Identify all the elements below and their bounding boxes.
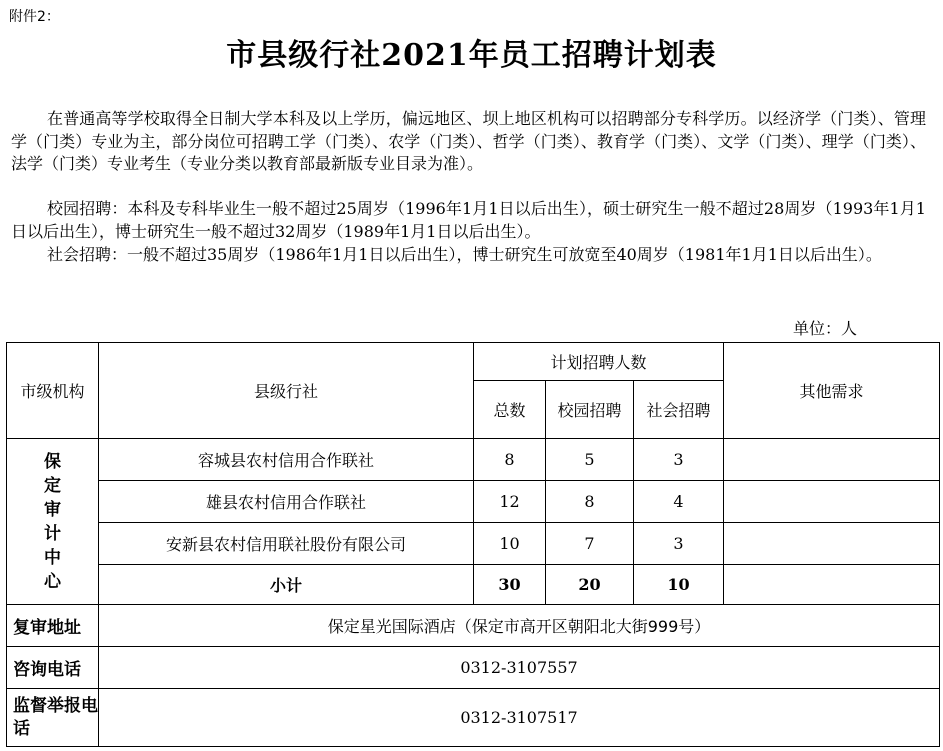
other-cell xyxy=(724,523,940,565)
total-cell: 10 xyxy=(474,523,546,565)
table-row xyxy=(7,439,940,481)
unit-label: 单位：人 xyxy=(793,319,858,338)
county-name: 安新县农村信用联社股份有限公司 xyxy=(99,523,474,565)
social-cell: 4 xyxy=(634,481,724,523)
review-address-label: 复审地址 xyxy=(7,605,99,647)
subtotal-row xyxy=(7,565,940,605)
document-title: 市县级行社2021年员工招聘计划表 xyxy=(226,38,717,73)
review-address-row xyxy=(7,605,940,647)
report-phone-row xyxy=(7,689,940,747)
header-county-org: 县级行社 xyxy=(99,343,474,439)
table-row xyxy=(7,523,940,565)
county-name: 容城县农村信用合作联社 xyxy=(99,439,474,481)
header-social: 社会招聘 xyxy=(634,381,724,439)
campus-cell: 7 xyxy=(546,523,634,565)
total-cell: 8 xyxy=(474,439,546,481)
report-phone-label: 监督举报电话 xyxy=(7,689,99,747)
county-name: 雄县农村信用合作联社 xyxy=(99,481,474,523)
other-cell xyxy=(724,439,940,481)
header-city-org: 市级机构 xyxy=(7,343,99,439)
intro-paragraph: 在普通高等学校取得全日制大学本科及以上学历，偏远地区、坝上地区机构可以招聘部分专科学历。以经济学（门类）、管理学（门类）专业为主，部分岗位可招聘工学（门类）、农学（门类）、哲学（门类）、教育学（门类）、文学（门类）、理学（门类）、法学（门类）专业考生（专业分类以教育部最新版专业目录为准）。 xyxy=(11,109,926,173)
table-row xyxy=(7,481,940,523)
city-org-cell xyxy=(7,439,99,605)
consult-phone-row xyxy=(7,647,940,689)
subtotal-other xyxy=(724,565,940,605)
header-row-1 xyxy=(7,343,940,381)
consult-phone-value: 0312-3107557 xyxy=(99,647,940,689)
header-campus: 校园招聘 xyxy=(546,381,634,439)
consult-phone-label: 咨询电话 xyxy=(7,647,99,689)
header-other: 其他需求 xyxy=(724,343,940,439)
social-recruitment-paragraph: 社会招聘：一般不超过35周岁（1986年1月1日以后出生），博士研究生可放宽至40周岁（1981年1月1日以后出生）。 xyxy=(47,245,882,264)
social-cell: 3 xyxy=(634,439,724,481)
review-address-value: 保定星光国际酒店（保定市高开区朝阳北大街999号） xyxy=(99,605,940,647)
subtotal-social: 10 xyxy=(634,565,724,605)
other-cell xyxy=(724,481,940,523)
subtotal-label: 小计 xyxy=(99,565,474,605)
attachment-label: 附件2： xyxy=(9,9,60,25)
subtotal-total: 30 xyxy=(474,565,546,605)
campus-recruitment-paragraph: 校园招聘：本科及专科毕业生一般不超过25周岁（1996年1月1日以后出生），硕士研究生一般不超过28周岁（1993年1月1日以后出生），博士研究生一般不超过32周岁（1989年1月1日以后出生）。 xyxy=(11,199,926,241)
campus-cell: 5 xyxy=(546,439,634,481)
social-cell: 3 xyxy=(634,523,724,565)
recruitment-plan-table xyxy=(6,342,940,747)
header-total: 总数 xyxy=(474,381,546,439)
total-cell: 12 xyxy=(474,481,546,523)
header-plan-group: 计划招聘人数 xyxy=(474,343,724,381)
subtotal-campus: 20 xyxy=(546,565,634,605)
report-phone-value: 0312-3107517 xyxy=(99,689,940,747)
city-org-name: 保定审计中心 xyxy=(44,451,61,592)
campus-cell: 8 xyxy=(546,481,634,523)
